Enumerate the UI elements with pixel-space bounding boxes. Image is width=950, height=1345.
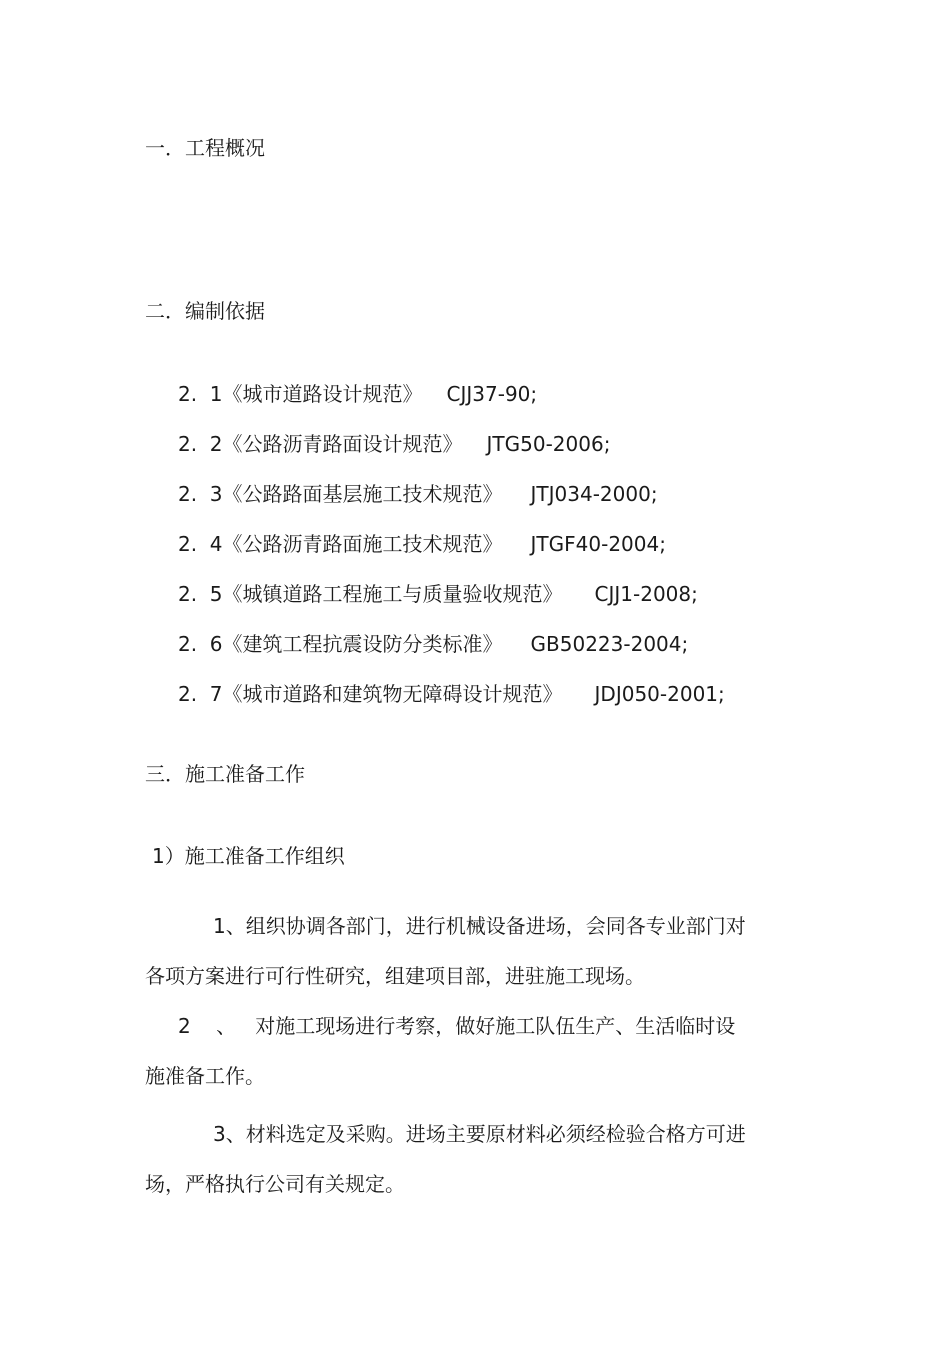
basis-item-title: 《城市道路和建筑物无障碍设计规范》: [222, 682, 563, 706]
basis-item-code: CJJ1-2008;: [594, 582, 698, 606]
basis-item-number: 2. 4: [178, 532, 223, 556]
subsection-heading: 1）施工准备工作组织: [152, 844, 345, 868]
basis-item-code: JDJ050-2001;: [594, 682, 725, 706]
paragraph-line: 3、材料选定及采购。进场主要原材料必须经检验合格方可进: [213, 1122, 746, 1146]
basis-item-title: 《公路路面基层施工技术规范》: [222, 482, 503, 506]
basis-item: [178, 582, 698, 606]
basis-item: [178, 682, 725, 706]
section-heading-basis: 二．编制依据: [145, 299, 265, 323]
basis-item-title: 《公路沥青路面设计规范》: [222, 432, 463, 456]
basis-item-title: 《城市道路设计规范》: [222, 382, 423, 406]
basis-item: [178, 382, 537, 406]
paragraph-line: 各项方案进行可行性研究，组建项目部，进驻施工现场。: [145, 964, 645, 988]
basis-item: [178, 632, 688, 656]
basis-item: [178, 482, 658, 506]
basis-item-number: 2. 6: [178, 632, 223, 656]
basis-item-code: JTGF40-2004;: [530, 532, 666, 556]
section-heading-preparation: 三．施工准备工作: [145, 762, 305, 786]
paragraph-line: 施准备工作。: [145, 1064, 265, 1088]
basis-item: [178, 532, 666, 556]
basis-item-number: 2. 5: [178, 582, 223, 606]
basis-item: [178, 432, 610, 456]
section-heading-overview: 一．工程概况: [145, 136, 265, 160]
basis-item-title: 《城镇道路工程施工与质量验收规范》: [222, 582, 563, 606]
paragraph-line: 1、组织协调各部门，进行机械设备进场，会同各专业部门对: [213, 914, 746, 938]
basis-item-code: CJJ37-90;: [446, 382, 538, 406]
paragraph-line: 场，严格执行公司有关规定。: [145, 1172, 405, 1196]
basis-item-number: 2. 7: [178, 682, 223, 706]
basis-item-number: 2. 1: [178, 382, 223, 406]
basis-item-code: JTG50-2006;: [486, 432, 611, 456]
paragraph-line: 2 、 对施工现场进行考察，做好施工队伍生产、生活临时设: [178, 1014, 736, 1038]
basis-item-title: 《建筑工程抗震设防分类标准》: [222, 632, 503, 656]
basis-item-code: JTJ034-2000;: [530, 482, 658, 506]
basis-item-title: 《公路沥青路面施工技术规范》: [222, 532, 503, 556]
basis-item-number: 2. 2: [178, 432, 223, 456]
basis-item-code: GB50223-2004;: [530, 632, 689, 656]
basis-item-number: 2. 3: [178, 482, 223, 506]
